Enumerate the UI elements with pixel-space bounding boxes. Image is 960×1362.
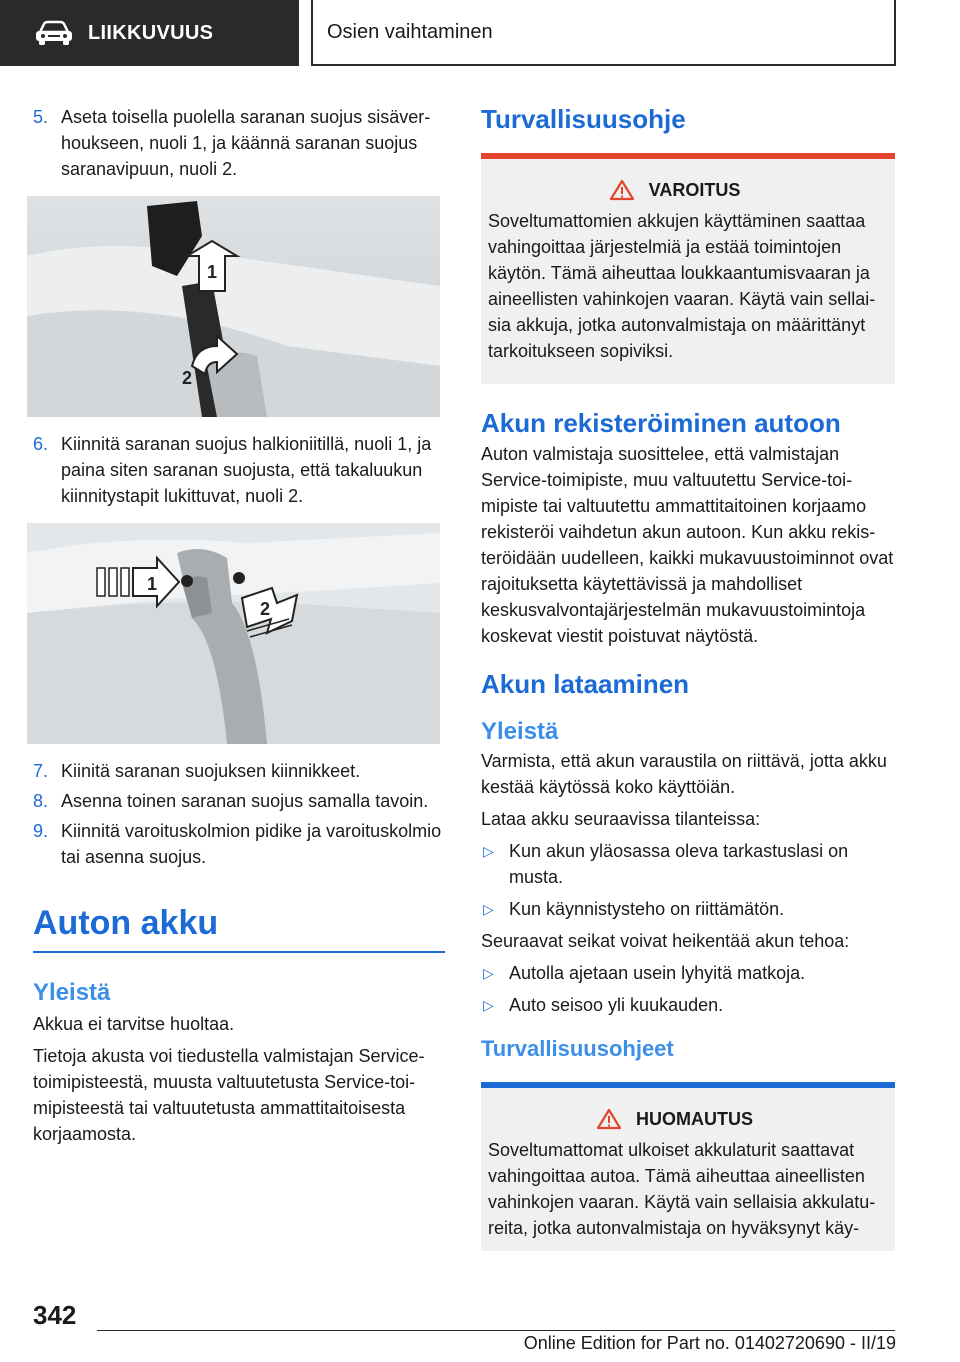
step-item (33, 788, 445, 814)
bullet-triangle-icon: ▷ (483, 965, 494, 981)
section-title: LIIKKUVUUS (88, 21, 214, 44)
safety-heading: Turvallisuusohje (481, 104, 686, 134)
list-item (481, 960, 895, 986)
chapter-header (311, 0, 896, 66)
bullet-triangle-icon: ▷ (483, 997, 494, 1013)
step-text: Aseta toisella puolella saranan suojus sisäverhoukseen, nuoli 1, ja käännä saranan suojus saranavipuun, nuoli 2. (61, 107, 431, 179)
car-icon (34, 20, 74, 46)
step-item (33, 818, 445, 870)
svg-text:2: 2 (259, 599, 271, 619)
section-tab (0, 0, 299, 66)
step-item (33, 758, 445, 784)
warning-triangle-icon (596, 1108, 622, 1130)
step-text: Asenna toinen saranan suojus samalla tavoin. (61, 791, 429, 811)
battery-paragraph: Tietoja akusta voi tiedustella valmistajan Service-toimipisteestä, muusta valtuutetusta Service-toimipisteestä tai valtuutetusta ammattitaitoisesta korjaamosta. (33, 1046, 425, 1144)
svg-text:1: 1 (206, 262, 218, 282)
step-number: 6. (33, 434, 49, 454)
warning-triangle-icon (609, 179, 635, 201)
list-item (481, 992, 895, 1018)
list-item-text: Kun akun yläosassa oleva tarkastuslasi on musta. (509, 841, 849, 887)
chapter-title: Osien vaihtaminen (327, 20, 493, 43)
bullet-triangle-icon: ▷ (483, 843, 494, 859)
hinge-cover-figure-1 (27, 196, 440, 417)
step-number: 9. (33, 821, 49, 841)
step-item (33, 104, 445, 182)
heading-rule (33, 951, 445, 953)
battery-heading: Auton akku (33, 904, 219, 942)
hinge-cover-figure-2 (27, 523, 440, 744)
page-number: 342 (33, 1300, 77, 1330)
warning-label: VAROITUS (648, 179, 741, 200)
notice-text: Soveltumattomat ulkoiset akkulaturit saattavat vahingoittaa autoa. Tämä aiheuttaa aineellisten vahinkojen vaaran. Käytä vain sellaisia akkulatureita, jotka autonvalmistaja on hyväksynyt käy- (488, 1140, 876, 1238)
svg-text:2: 2 (181, 368, 193, 388)
battery-paragraph: Akkua ei tarvitse huoltaa. (33, 1014, 235, 1034)
list-item (481, 896, 895, 922)
warning-box (481, 153, 895, 384)
notice-title (488, 1108, 887, 1130)
notice-label: HUOMAUTUS (636, 1108, 753, 1129)
svg-text:1: 1 (146, 574, 158, 594)
registration-text: Auton valmistaja suosittelee, että valmistajan Service-toimipiste, muu valtuutettu Service-toimipiste tai valtuutettu ammattitaitoinen korjaamo rekisteröi vaihdetun akun autoon. Kun akku rekisteröidään uudelleen, kaikki mukavuustoiminnot ovat rajoituksetta käytettävissä ja mahdolliset keskusvalvontajärjestelmän mukavuustoimintoja koskevat viestit poistuvat näytöstä. (481, 444, 894, 646)
charging-paragraph: Seuraavat seikat voivat heikentää akun tehoa: (481, 931, 850, 951)
right-column (481, 104, 895, 1251)
charging-safety-heading: Turvallisuusohjeet (481, 1036, 674, 1061)
battery-general-heading: Yleistä (33, 979, 111, 1006)
step-text: Kiinnitä varoituskolmion pidike ja varoituskolmio tai asenna suojus. (61, 821, 442, 867)
step-item (33, 431, 445, 509)
list-item-text: Kun käynnistysteho on riittämätön. (509, 899, 785, 919)
step-text: Kiinnitä saranan suojus halkioniitillä, nuoli 1, ja paina siten saranan suojusta, että takaluukun kiinnitystapit lukittuvat, nuoli 2. (61, 434, 432, 506)
warning-text: Soveltumattomien akkujen käyttäminen saattaa vahingoittaa järjestelmiä ja estää toimintojen käytön. Tämä aiheuttaa loukkaantumisvaaran ja aineellisten vahinkojen vaaran. Käytä vain sellaisia akkuja, jotka autonvalmistaja on määrittänyt tarkoitukseen sopiviksi. (488, 211, 876, 361)
edition-text: Online Edition for Part no. 01402720690 - II/19 (523, 1333, 896, 1353)
warning-title (488, 179, 887, 201)
charging-heading: Akun lataaminen (481, 669, 690, 699)
footer-rule (97, 1330, 895, 1331)
charging-general-heading: Yleistä (481, 718, 559, 745)
bullet-triangle-icon: ▷ (483, 901, 494, 917)
charging-paragraph: Lataa akku seuraavissa tilanteissa: (481, 809, 761, 829)
step-number: 8. (33, 791, 49, 811)
step-number: 7. (33, 761, 49, 781)
list-item-text: Autolla ajetaan usein lyhyitä matkoja. (509, 963, 806, 983)
notice-box (481, 1082, 895, 1251)
step-number: 5. (33, 107, 49, 127)
list-item-text: Auto seisoo yli kuukauden. (509, 995, 724, 1015)
registration-heading: Akun rekisteröiminen autoon (481, 408, 841, 438)
left-column (33, 104, 445, 1147)
list-item (481, 838, 895, 890)
charging-paragraph: Varmista, että akun varaustila on riittävä, jotta akku kestää käytössä koko käyttöiän. (481, 751, 887, 797)
step-text: Kiinitä saranan suojuksen kiinnikkeet. (61, 761, 361, 781)
